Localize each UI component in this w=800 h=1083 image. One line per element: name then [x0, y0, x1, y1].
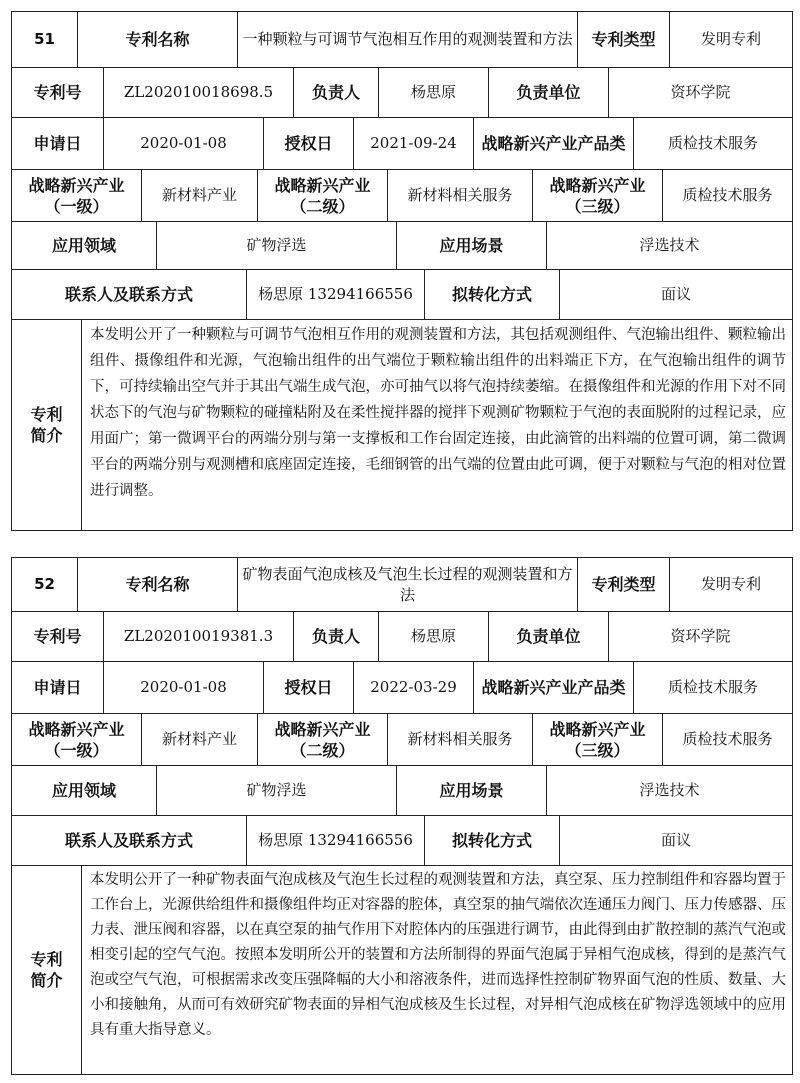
contact: 杨思原 13294166556 [247, 816, 425, 865]
industry-row [12, 170, 792, 222]
field-label: 应用领域 [12, 766, 157, 815]
industry-l2-label: 战略新兴产业（二级） [258, 170, 388, 221]
title-row [12, 558, 792, 612]
patent-name-label: 专利名称 [78, 558, 238, 611]
patent-no-label: 专利号 [12, 612, 104, 661]
scene: 浮选技术 [639, 236, 700, 254]
contact-row [12, 816, 792, 866]
transfer: 面议 [660, 831, 691, 849]
patent-name-label: 专利名称 [78, 12, 238, 67]
summary-label [12, 320, 82, 530]
summary-label-line-2: 简介 [30, 426, 63, 445]
transfer: 面议 [660, 285, 691, 303]
summary-label [12, 866, 82, 1074]
summary-label-line-1: 专利 [30, 405, 63, 424]
patent-type-label: 专利类型 [578, 12, 670, 67]
scene-label: 应用场景 [397, 766, 547, 815]
apply-date: 2020-01-08 [104, 662, 264, 713]
contact: 杨思原 13294166556 [247, 270, 425, 319]
scene-label: 应用场景 [397, 222, 547, 269]
application-row [12, 222, 792, 270]
patent-no-label: 专利号 [12, 68, 104, 117]
product: 质检技术服务 [667, 678, 758, 696]
patent-name: 矿物表面气泡成核及气泡生长过程的观测装置和方法 [238, 558, 578, 611]
patent-name: 一种颗粒与可调节气泡相互作用的观测装置和方法 [238, 12, 578, 67]
field-label: 应用领域 [12, 222, 157, 269]
owner: 杨思原 [379, 68, 489, 117]
unit: 资环学院 [670, 627, 731, 645]
industry-l2: 新材料相关服务 [388, 170, 533, 221]
product: 质检技术服务 [667, 134, 758, 152]
industry-l1-label: 战略新兴产业（一级） [12, 170, 142, 221]
owner-label: 负责人 [294, 612, 379, 661]
owner-label: 负责人 [294, 68, 379, 117]
apply-date-label: 申请日 [12, 118, 104, 169]
patent-type: 发明专利 [700, 575, 761, 593]
patent-type: 发明专利 [700, 30, 761, 48]
product-label: 战略新兴产业产品类 [474, 118, 634, 169]
record-number: 52 [12, 558, 78, 611]
date-row [12, 662, 792, 714]
industry-row [12, 714, 792, 766]
summary-label-line-1: 专利 [30, 950, 63, 969]
patent-record-51 [11, 11, 793, 531]
patent-no-row [12, 68, 792, 118]
contact-label: 联系人及联系方式 [12, 816, 247, 865]
unit-label: 负责单位 [489, 68, 609, 117]
scene: 浮选技术 [639, 781, 700, 799]
patent-type-label: 专利类型 [578, 558, 670, 611]
product-label: 战略新兴产业产品类 [474, 662, 634, 713]
transfer-label: 拟转化方式 [425, 816, 560, 865]
grant-date-label: 授权日 [264, 662, 354, 713]
apply-date-label: 申请日 [12, 662, 104, 713]
industry-l2-label: 战略新兴产业（二级） [258, 714, 388, 765]
summary-label-line-2: 简介 [30, 971, 63, 990]
summary-text: 本发明公开了一种矿物表面气泡成核及气泡生长过程的观测装置和方法，真空泵、压力控制组件和容器均置于工作台上，光源供给组件和摄像组件均正对容器的腔体，真空泵的抽气端依次连通压力阀门、压力传感器、压力表、泄压阀和容器，以在真空泵的抽气作用下对腔体内的压强进行调节，由此得到由扩散控制的蒸汽气泡或相变引起的空气气泡。按照本发明所公开的装置和方法所制得的界面气泡属于异相气泡成核，得到的是蒸汽气泡或空气气泡，可根据需求改变压强降幅的大小和溶液条件，进而选择性控制矿物界面气泡的性质、数量、大小和接触角，从而可有效研究矿物表面的异相气泡成核及生长过程，对异相气泡成核在矿物浮选领域中的应用具有重大指导意义。 [90, 872, 786, 1038]
grant-date: 2022-03-29 [354, 662, 474, 713]
owner: 杨思原 [379, 612, 489, 661]
patent-record-52 [11, 557, 793, 1075]
title-row [12, 12, 792, 68]
application-row [12, 766, 792, 816]
industry-l1: 新材料产业 [142, 714, 258, 765]
record-number: 51 [12, 12, 78, 67]
apply-date: 2020-01-08 [104, 118, 264, 169]
industry-l1: 新材料产业 [142, 170, 258, 221]
industry-l3: 质检技术服务 [682, 730, 773, 748]
field: 矿物浮选 [157, 222, 397, 269]
industry-l1-label: 战略新兴产业（一级） [12, 714, 142, 765]
industry-l3: 质检技术服务 [682, 186, 773, 204]
summary-row [12, 866, 792, 1074]
contact-label: 联系人及联系方式 [12, 270, 247, 319]
date-row [12, 118, 792, 170]
contact-row [12, 270, 792, 320]
grant-date: 2021-09-24 [354, 118, 474, 169]
field: 矿物浮选 [157, 766, 397, 815]
industry-l3-label: 战略新兴产业（三级） [533, 714, 663, 765]
unit: 资环学院 [670, 83, 731, 101]
industry-l2: 新材料相关服务 [388, 714, 533, 765]
patent-no: ZL202010018698.5 [104, 68, 294, 117]
unit-label: 负责单位 [489, 612, 609, 661]
summary-row [12, 320, 792, 530]
patent-no: ZL202010019381.3 [104, 612, 294, 661]
transfer-label: 拟转化方式 [425, 270, 560, 319]
patent-no-row [12, 612, 792, 662]
industry-l3-label: 战略新兴产业（三级） [533, 170, 663, 221]
summary-text: 本发明公开了一种颗粒与可调节气泡相互作用的观测装置和方法，其包括观测组件、气泡输出组件、颗粒输出组件、摄像组件和光源，气泡输出组件的出气端位于颗粒输出组件的出料端正下方，在气泡输出组件的调节下，可持续输出空气并于其出气端生成气泡，亦可抽气以将气泡持续萎缩。在摄像组件和光源的作用下对不同状态下的气泡与矿物颗粒的碰撞粘附及在柔性搅拌器的搅拌下观测矿物颗粒于气泡的表面脱附的过程记录，应用面广；第一微调平台的两端分别与第一支撑板和工作台固定连接，由此滴管的出料端的位置可调，第二微调平台的两端分别与观测槽和底座固定连接，毛细钢管的出气端的位置由此可调，便于对颗粒与气泡的相对位置进行调整。 [90, 327, 786, 499]
grant-date-label: 授权日 [264, 118, 354, 169]
